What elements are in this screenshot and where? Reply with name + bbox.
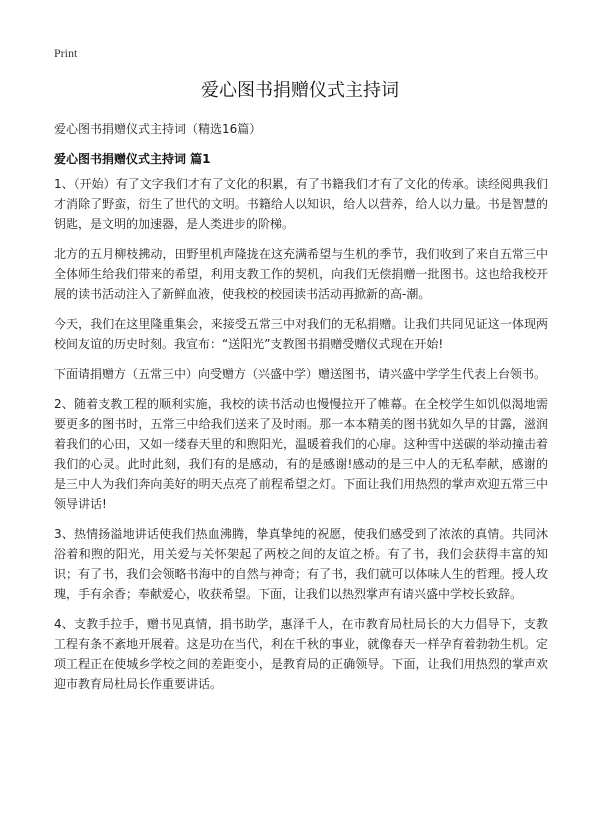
paragraph: 4、支教手拉手，赠书见真情，捐书助学，惠泽千人，在市教育局杜局长的大力倡导下，支教工程有条不紊地开展着。这是功在当代，利在千秋的事业，就像春天一样孕育着勃勃生机。定项工程正在使城乡学校之间的差距变小，是教育局的正确领导。下面，让我们用热烈的掌声欢迎市教育局杜局长作重要讲话。 bbox=[54, 617, 548, 691]
paragraph: 今天，我们在这里隆重集会，来接受五常三中对我们的无私捐赠。让我们共同见证这一体现两校间友谊的历史时刻。我宣布：“送阳光”支教图书捐赠受赠仪式现在开始! bbox=[54, 317, 548, 351]
section-heading: 爱心图书捐赠仪式主持词 篇1 bbox=[54, 152, 211, 166]
paragraph: 1、（开始）有了文字我们才有了文化的积累，有了书籍我们才有了文化的传承。读经阅典我们才消除了野蛮，衍生了世代的文明。书籍给人以知识，给人以营养，给人以力量。书是智慧的钥匙，是文明的加速器，是人类进步的阶梯。 bbox=[54, 177, 548, 231]
paragraph: 2、随着支教工程的顺利实施，我校的读书活动也慢慢拉开了帷幕。在全校学生如饥似渴地需要更多的图书时，五常三中给我们送来了及时雨。那一本本精美的图书犹如久旱的甘露，滋润着我们的心田，又如一缕春天里的和煦阳光，温暖着我们的心扉。这种雪中送碳的举动撞击着我们的心灵。此时此刻，我们有的是感动，有的是感谢!感动的是三中人的无私奉献，感谢的是三中人为我们奔向美好的明天点亮了前程希望之灯。下面让我们用热烈的掌声欢迎五常三中领导讲话! bbox=[54, 397, 548, 511]
paragraph: 北方的五月柳枝拂动，田野里机声隆拢在这充满希望与生机的季节，我们收到了来自五常三中全体师生给我们带来的希望，利用支教工作的契机，向我们无偿捐赠一批图书。这也给我校开展的读书活动注入了新鲜血液，使我校的校园读书活动再掀新的高-潮。 bbox=[54, 247, 548, 301]
document-subtitle: 爱心图书捐赠仪式主持词（精选16篇） bbox=[54, 122, 262, 136]
document-body bbox=[54, 120, 548, 704]
print-label[interactable]: Print bbox=[54, 46, 78, 60]
paragraph: 3、热情扬溢地讲话使我们热血沸腾，挚真挚纯的祝愿，使我们感受到了浓浓的真情。共同沐浴着和煦的阳光，用关爱与关怀架起了两校之间的友谊之桥。有了书，我们会获得丰富的知识；有了书，我们会领略书海中的自然与神奇；有了书，我们就可以体味人生的哲理。授人玫瑰，手有余香；奉献爱心，收获希望。下面，让我们以热烈掌声有请兴盛中学校长致辞。 bbox=[54, 527, 548, 601]
paragraph: 下面请捐赠方（五常三中）向受赠方（兴盛中学）赠送图书，请兴盛中学学生代表上台领书。 bbox=[54, 367, 547, 381]
document-title: 爱心图书捐赠仪式主持词 bbox=[201, 80, 399, 101]
